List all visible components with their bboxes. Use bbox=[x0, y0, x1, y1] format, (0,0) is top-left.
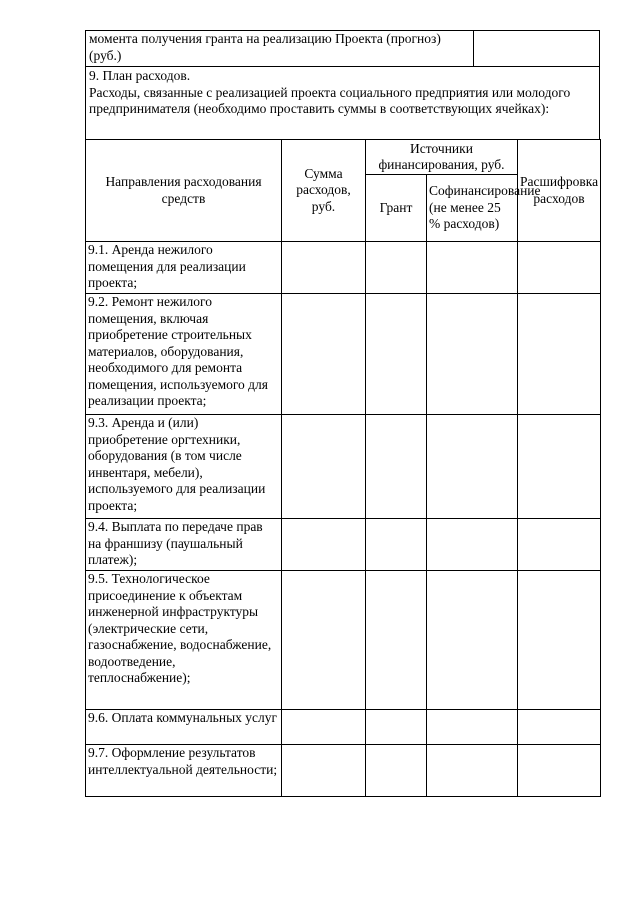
row-label: 9.7. Оформление результатов интеллектуальной деятельности; bbox=[86, 745, 282, 797]
table-row bbox=[86, 294, 601, 415]
section-title: 9. План расходов. bbox=[89, 68, 191, 83]
details-cell[interactable] bbox=[518, 242, 601, 294]
row-label: 9.2. Ремонт нежилого помещения, включая приобретение строительных материалов, оборудования, необходимого для ремонта помещения, используемого для реализации проекта; bbox=[86, 294, 282, 415]
header-direction: Направления расходования средств bbox=[86, 140, 282, 242]
sum-cell[interactable] bbox=[282, 242, 366, 294]
section-description: Расходы, связанные с реализацией проекта социального предприятия или молодого предпринимателя (необходимо проставить суммы в соответствующих ячейках): bbox=[89, 84, 571, 116]
table-row bbox=[86, 745, 601, 797]
header-sources: Источники финансирования, руб. bbox=[366, 140, 518, 175]
sum-cell[interactable] bbox=[282, 710, 366, 745]
sum-cell[interactable] bbox=[282, 519, 366, 571]
grant-cell[interactable] bbox=[366, 745, 427, 797]
table-row bbox=[86, 519, 601, 571]
grant-cell[interactable] bbox=[366, 710, 427, 745]
sum-cell[interactable] bbox=[282, 294, 366, 415]
row-label: 9.3. Аренда и (или) приобретение оргтехники, оборудования (в том числе инвентаря, мебели), используемого для реализации проекта; bbox=[86, 415, 282, 519]
details-cell[interactable] bbox=[518, 710, 601, 745]
details-cell[interactable] bbox=[518, 415, 601, 519]
header-cofinancing: Софинансирование (не менее 25 % расходов) bbox=[427, 175, 518, 242]
grant-cell[interactable] bbox=[366, 294, 427, 415]
table-row bbox=[86, 415, 601, 519]
sum-cell[interactable] bbox=[282, 415, 366, 519]
grant-cell[interactable] bbox=[366, 571, 427, 710]
cofinancing-cell[interactable] bbox=[427, 519, 518, 571]
details-cell[interactable] bbox=[518, 571, 601, 710]
row-label: 9.6. Оплата коммунальных услуг bbox=[86, 710, 282, 745]
header-details: Расшифровка расходов bbox=[518, 140, 601, 242]
row-label: 9.4. Выплата по передаче прав на франшизу (паушальный платеж); bbox=[86, 519, 282, 571]
cofinancing-cell[interactable] bbox=[427, 710, 518, 745]
details-cell[interactable] bbox=[518, 745, 601, 797]
previous-row-text: момента получения гранта на реализацию Проекта (прогноз) (руб.) bbox=[89, 31, 441, 63]
previous-row bbox=[86, 31, 599, 67]
cofinancing-cell[interactable] bbox=[427, 415, 518, 519]
plan-intro-block bbox=[85, 30, 600, 140]
grant-cell[interactable] bbox=[366, 415, 427, 519]
header-grant: Грант bbox=[366, 175, 427, 242]
table-row bbox=[86, 710, 601, 745]
details-cell[interactable] bbox=[518, 519, 601, 571]
table-row bbox=[86, 242, 601, 294]
grant-cell[interactable] bbox=[366, 519, 427, 571]
row-label: 9.1. Аренда нежилого помещения для реализации проекта; bbox=[86, 242, 282, 294]
sum-cell[interactable] bbox=[282, 745, 366, 797]
sum-cell[interactable] bbox=[282, 571, 366, 710]
cofinancing-cell[interactable] bbox=[427, 294, 518, 415]
row-label: 9.5. Технологическое присоединение к объектам инженерной инфраструктуры (электрические сети, газоснабжение, водоснабжение, водоотведение, теплоснабжение); bbox=[86, 571, 282, 710]
expense-plan-table bbox=[85, 139, 601, 797]
grant-cell[interactable] bbox=[366, 242, 427, 294]
table-row bbox=[86, 571, 601, 710]
cofinancing-cell[interactable] bbox=[427, 745, 518, 797]
details-cell[interactable] bbox=[518, 294, 601, 415]
cofinancing-cell[interactable] bbox=[427, 571, 518, 710]
section-header bbox=[89, 68, 594, 118]
header-sum: Сумма расходов, руб. bbox=[282, 140, 366, 242]
cofinancing-cell[interactable] bbox=[427, 242, 518, 294]
cell-divider bbox=[473, 31, 474, 66]
